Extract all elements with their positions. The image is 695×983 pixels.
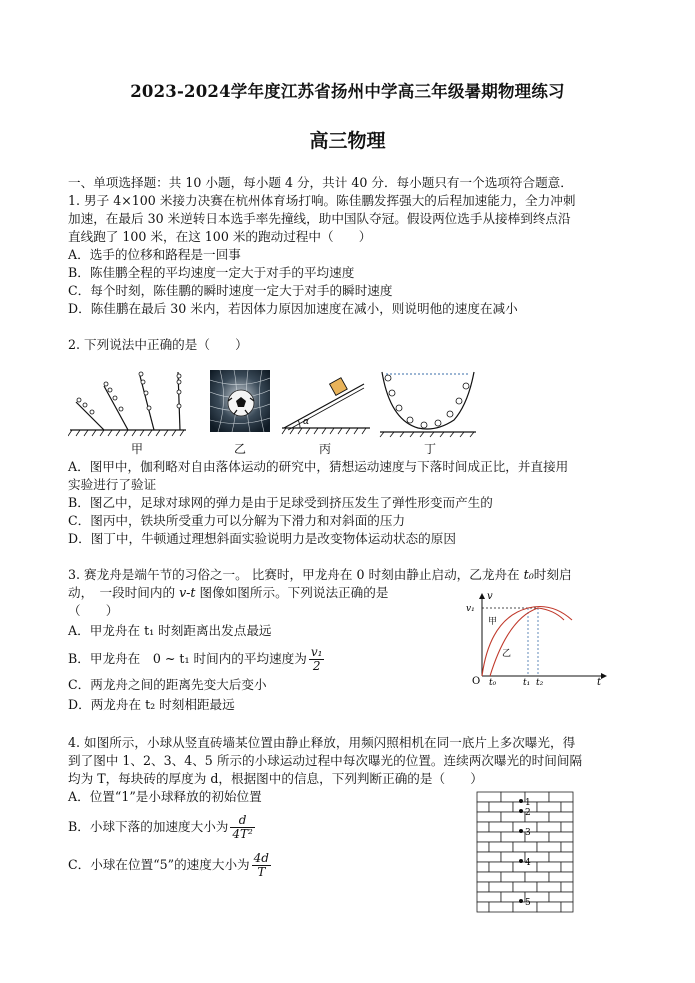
q2-figure-bing-incline (280, 368, 372, 438)
q3-stem-line-1 (68, 566, 572, 584)
ball-position-label-5: 5 (525, 898, 531, 908)
q3-option-d: D．两龙舟在 t₂ 时刻相距最远 (68, 697, 235, 712)
q4-option-c-denominator: T (257, 865, 266, 879)
q3-option-b-numerator: v₁ (310, 645, 323, 659)
q4-stem-line-1: 4. 如图所示，小球从竖直砖墙某位置由静止释放，用频闪照相机在同一底片上多次曝光，得 (68, 735, 576, 750)
graph-yi-label: 乙 (502, 649, 512, 659)
q4-option-c-numerator: 4d (253, 851, 269, 865)
q3-stem-vt: v-t (179, 585, 196, 600)
ball-position-5 (519, 899, 523, 903)
graph-origin-label: O (472, 676, 481, 686)
ball-position-label-1: 1 (525, 798, 531, 808)
q3-option-b-text: B．甲龙舟在 0 ~ t₁ 时间内的平均速度为 (68, 651, 307, 666)
q3-stem-line-2 (68, 584, 388, 602)
brick (501, 812, 525, 822)
brick (537, 822, 561, 832)
q4-option-b (68, 814, 257, 841)
q2-figure-jia (68, 368, 188, 438)
q4-brick-wall (476, 790, 576, 914)
ball-position-2 (519, 809, 523, 813)
q3-stem-line-3: （ ） (68, 603, 119, 618)
brick (489, 802, 513, 812)
figure-label-ding: 丁 (424, 442, 437, 456)
q4-option-c-text: C．小球在位置“5”的速度大小为 (68, 857, 250, 872)
q3-option-a: A．甲龙舟在 t₁ 时刻距离出发点最远 (68, 623, 272, 638)
graph-jia-label: 甲 (488, 617, 498, 627)
q2-figure-ding-ideal-incline (378, 368, 478, 438)
q1-stem-line-3: 直线跑了 100 米，在这 100 米的跑动过程中（ ） (68, 229, 372, 244)
q4-option-c-fraction (252, 852, 271, 879)
q1-option-b: B．陈佳鹏全程的平均速度一定大于对手的平均速度 (68, 265, 355, 280)
brick (477, 822, 489, 832)
brick (561, 822, 573, 832)
brick (477, 882, 489, 892)
q3-option-b-fraction (309, 646, 325, 673)
q3-stem-2c: 图像如图所示。下列说法正确的是 (195, 585, 389, 600)
brick (489, 882, 513, 892)
brick (537, 802, 561, 812)
brick (537, 882, 561, 892)
q4-option-c (68, 852, 273, 879)
ball-position-label-2: 2 (525, 808, 531, 818)
brick (561, 902, 573, 912)
brick (501, 832, 525, 842)
brick (549, 812, 573, 822)
figure-label-jia: 甲 (131, 442, 144, 456)
q3-stem-1c: 时刻启 (533, 567, 572, 582)
brick (489, 902, 513, 912)
section-heading: 一、单项选择题：共 10 小题，每小题 4 分，共计 40 分．每小题只有一个选项符合题意． (68, 175, 573, 190)
brick (477, 902, 489, 912)
q1-stem-line-2: 加速，在最后 30 米逆转日本选手率先撞线，助中国队夺冠。假设两位选手从接棒到终点沿 (68, 211, 571, 226)
brick (549, 872, 573, 882)
q3-stem-2a: 动， 一段时间内的 (68, 585, 180, 600)
q4-option-b-denominator: 4T² (232, 827, 253, 841)
brick (477, 792, 501, 802)
q2-stem: 2. 下列说法中正确的是（ ） (68, 337, 248, 352)
brick (513, 882, 537, 892)
brick (561, 882, 573, 892)
brick (477, 842, 489, 852)
graph-t1-label: t₁ (523, 678, 531, 686)
brick (561, 862, 573, 872)
ball-position-4 (519, 859, 523, 863)
q3-option-b (68, 646, 326, 673)
brick (549, 792, 573, 802)
graph-t2-label: t₂ (536, 678, 544, 686)
q3-stem-1a: 3. 赛龙舟是端午节的习俗之一。 比赛时，甲龙舟在 0 时刻由静止启动，乙龙舟在 (68, 567, 524, 582)
graph-t-axis-label: t (597, 677, 602, 686)
ball-position-label-3: 3 (525, 828, 531, 838)
q2-option-a: A．图甲中，伽利略对自由落体运动的研究中，猜想运动速度与下落时间成正比，并直接用 (68, 459, 569, 474)
q3-option-b-denominator: 2 (312, 659, 321, 673)
brick (561, 802, 573, 812)
brick (537, 842, 561, 852)
brick (477, 872, 501, 882)
figure-label-bing: 丙 (319, 442, 332, 456)
q4-option-b-numerator: d (230, 814, 254, 828)
brick (537, 862, 561, 872)
q2-option-c: C．图丙中，铁块所受重力可以分解为下滑力和对斜面的压力 (68, 513, 406, 528)
q4-stem-line-3: 均为 T，每块砖的厚度为 d，根据图中的信息，下列判断正确的是（ ） (68, 771, 483, 786)
brick (525, 872, 549, 882)
brick (489, 862, 513, 872)
brick (477, 832, 501, 842)
ball-position-label-4: 4 (525, 858, 531, 868)
brick (477, 802, 489, 812)
q2-option-d: D．图丁中，牛顿通过理想斜面实验说明力是改变物体运动状态的原因 (68, 531, 456, 546)
graph-t0-label: t₀ (489, 678, 497, 686)
brick (549, 892, 573, 902)
brick (549, 852, 573, 862)
document-subtitle: 高三物理 (309, 130, 386, 152)
q1-option-d: D．陈佳鹏在最后 30 米内，若因体力原因加速度在减小，则说明他的速度在减小 (68, 301, 518, 316)
brick (477, 892, 501, 902)
brick (537, 902, 561, 912)
q4-option-b-fraction (230, 814, 254, 841)
q3-vt-graph (460, 590, 610, 686)
brick (477, 812, 501, 822)
q2-figure-yi-football-net (210, 370, 270, 432)
brick (477, 852, 501, 862)
brick (489, 842, 513, 852)
q2-option-b: B．图乙中，足球对球网的弹力是由于足球受到挤压发生了弹性形变而产生的 (68, 495, 493, 510)
ball-position-1 (519, 799, 523, 803)
ball-position-3 (519, 829, 523, 833)
graph-v1-label: v₁ (466, 604, 475, 614)
brick (561, 842, 573, 852)
q4-option-b-text: B．小球下落的加速度大小为 (68, 819, 229, 834)
q2-option-a-cont: 实验进行了验证 (68, 477, 157, 492)
brick (489, 822, 513, 832)
brick (549, 832, 573, 842)
brick (477, 862, 489, 872)
document-title: 2023-2024学年度江苏省扬州中学高三年级暑期物理练习 (130, 82, 565, 101)
figure-label-yi: 乙 (234, 442, 247, 456)
q3-option-c: C．两龙舟之间的距离先变大后变小 (68, 677, 267, 692)
alpha-label: α (303, 417, 310, 427)
q1-stem-line-1: 1. 男子 4×100 米接力决赛在杭州体育场打响。陈佳鹏发挥强大的后程加速能力，全力冲刺 (68, 193, 576, 208)
q1-option-c: C．每个时刻，陈佳鹏的瞬时速度一定大于对手的瞬时速度 (68, 283, 393, 298)
q4-stem-line-2: 到了图中 1、2、3、4、5 所示的小球运动过程中每次曝光的位置。连续两次曝光的时间间隔 (68, 753, 583, 768)
brick (501, 872, 525, 882)
q3-stem-t0: t₀ (523, 567, 534, 582)
brick (513, 842, 537, 852)
q4-option-a: A．位置“1”是小球释放的初始位置 (68, 789, 262, 804)
q1-option-a: A．选手的位移和路程是一回事 (68, 247, 241, 262)
graph-v-axis-label: v (487, 591, 493, 602)
